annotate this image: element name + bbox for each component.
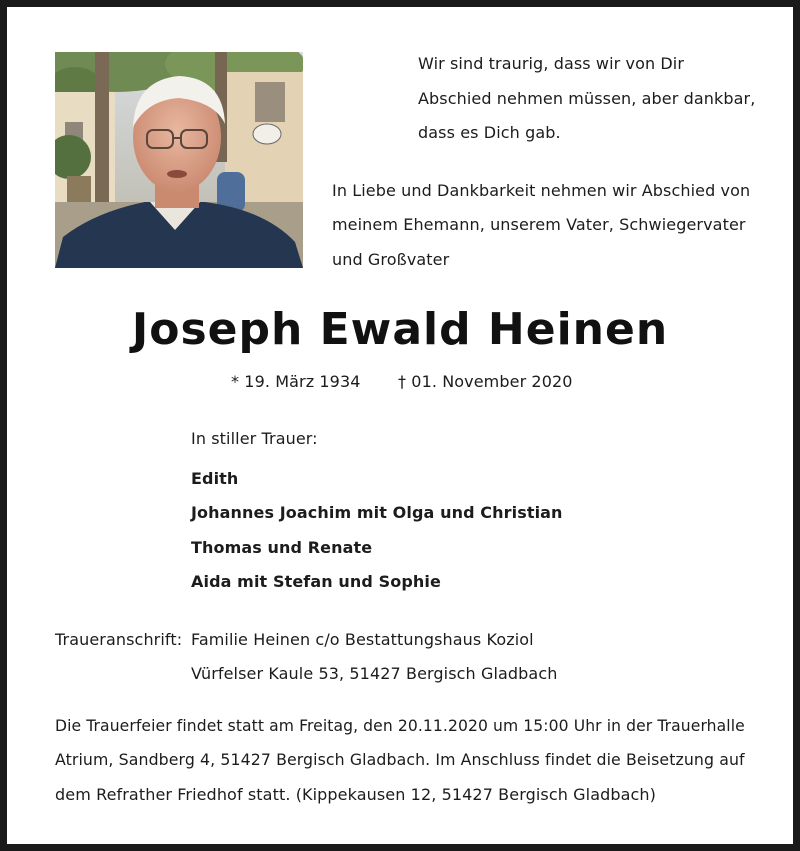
ceremony-line-3: dem Refrather Friedhof statt. (Kippekausen 12, 51427 Bergisch Gladbach)	[55, 785, 657, 804]
death-date: † 01. November 2020	[398, 372, 573, 391]
address-label: Traueranschrift:	[55, 630, 183, 649]
portrait-photo	[55, 52, 303, 268]
intro-line-1: In Liebe und Dankbarkeit nehmen wir Abschied von	[332, 181, 751, 200]
mourner-name: Johannes Joachim mit Olga und Christian	[191, 503, 563, 522]
intro-line-3: und Großvater	[332, 250, 450, 269]
ceremony-line-1: Die Trauerfeier findet statt am Freitag, den 20.11.2020 um 15:00 Uhr in der Trauerhalle	[55, 716, 745, 735]
verse-line-2: Abschied nehmen müssen, aber dankbar,	[418, 89, 756, 108]
intro-line-2: meinem Ehemann, unserem Vater, Schwiegervater	[332, 215, 746, 234]
mourner-name: Aida mit Stefan und Sophie	[191, 572, 441, 591]
mourner-name: Edith	[191, 469, 239, 488]
verse-line-1: Wir sind traurig, dass wir von Dir	[418, 54, 685, 73]
address-line-2: Vürfelser Kaule 53, 51427 Bergisch Gladbach	[191, 664, 558, 683]
birth-date: * 19. März 1934	[231, 372, 361, 391]
address-line-1: Familie Heinen c/o Bestattungshaus Koziol	[191, 630, 534, 649]
verse-line-3: dass es Dich gab.	[418, 123, 561, 142]
deceased-name: Joseph Ewald Heinen	[131, 304, 669, 355]
mourner-name: Thomas und Renate	[191, 538, 373, 557]
mourners-heading: In stiller Trauer:	[191, 429, 318, 448]
ceremony-line-2: Atrium, Sandberg 4, 51427 Bergisch Gladbach. Im Anschluss findet die Beisetzung auf	[55, 750, 745, 769]
